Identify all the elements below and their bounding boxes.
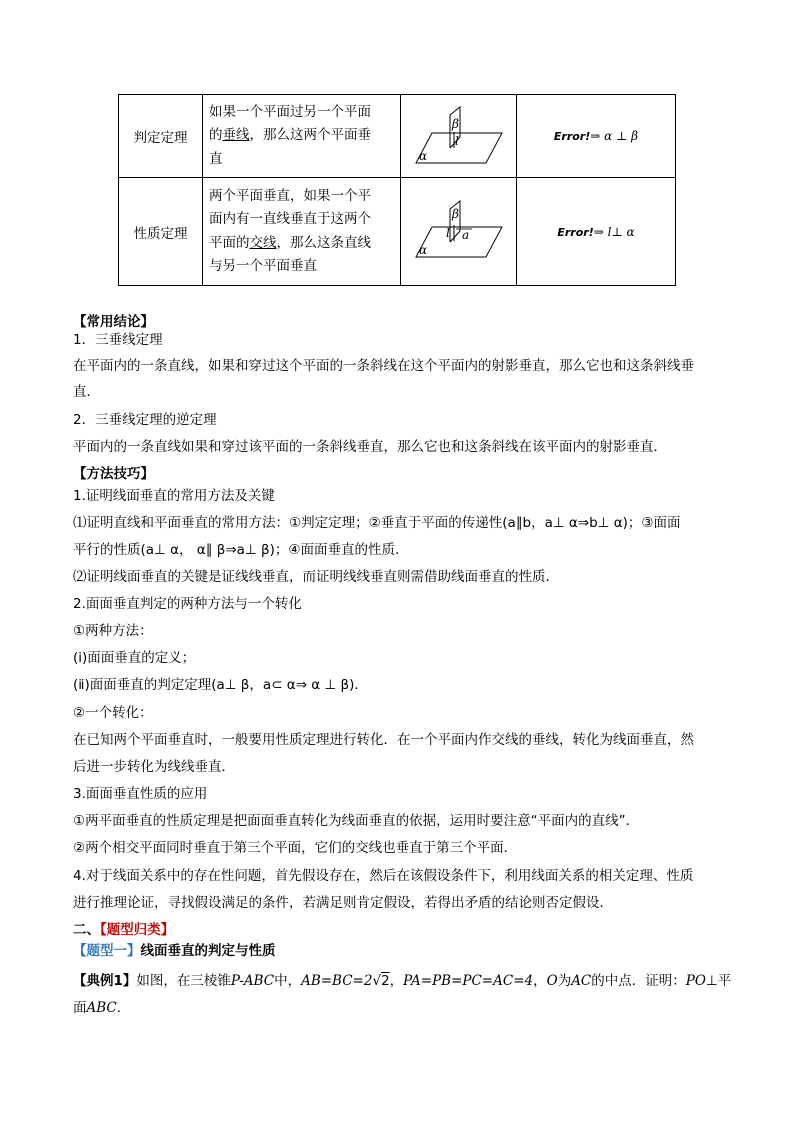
paragraph: ⑵证明线面垂直的关键是证线线垂直，而证明线线垂直则需借助线面垂直的性质． — [73, 569, 559, 585]
paragraph: 直． — [73, 384, 100, 400]
paragraph: 平行的性质(a⊥ α， α∥ β⇒a⊥ β)；④面面垂直的性质． — [73, 542, 409, 558]
table-row — [119, 95, 676, 178]
method-tips-heading: 【方法技巧】 — [73, 466, 154, 482]
svg-text:β: β — [451, 117, 459, 131]
theorem-name: 判定定理 — [119, 95, 203, 178]
theorem-formula: Error!⇒ α ⊥ β — [517, 95, 676, 178]
theorem-name: 性质定理 — [119, 178, 203, 286]
section-heading: 二、【题型归类】 — [73, 922, 175, 938]
paragraph: 平面内的一条直线如果和穿过该平面的一条斜线垂直，那么它也和这条斜线在该平面内的射影垂直． — [73, 439, 667, 455]
question-type-heading: 【题型一】线面垂直的判定与性质 — [73, 943, 276, 959]
paragraph: 2．三垂线定理的逆定理 — [73, 412, 217, 428]
paragraph: 进行推理论证，寻找假设满足的条件，若满足则肯定假设，若得出矛盾的结论则否定假设． — [73, 895, 613, 911]
example-problem-cont: 面ABC. — [73, 1000, 122, 1016]
paragraph: 3.面面垂直性质的应用 — [73, 786, 208, 802]
svg-text:α: α — [418, 242, 427, 257]
paragraph: 4.对于线面关系中的存在性问题，首先假设存在，然后在该假设条件下，利用线面关系的相关定理、性质 — [73, 868, 694, 884]
paragraph: ①两种方法： — [73, 623, 153, 639]
example-problem: 【典例1】如图，在三棱锥P-ABC中，AB=BC=2√2，PA=PB=PC=AC=4，O为AC的中点．证明：PO⊥平 — [73, 973, 732, 989]
perpendicular-planes-figure — [414, 195, 504, 265]
svg-text:l: l — [445, 225, 450, 240]
common-conclusions-heading: 【常用结论】 — [73, 314, 154, 330]
paragraph: ⑴证明直线和平面垂直的常用方法：①判定定理；②垂直于平面的传递性(a∥b，a⊥ α⇒b⊥ α)；③面面 — [73, 515, 681, 531]
svg-text:α: α — [418, 149, 427, 163]
theorem-description: 如果一个平面过另一个平面 的垂线，那么这两个平面垂 直 — [203, 95, 401, 178]
paragraph: 在已知两个平面垂直时，一般要用性质定理进行转化．在一个平面内作交线的垂线，转化为线面垂直，然 — [73, 732, 694, 748]
paragraph: 1．三垂线定理 — [73, 332, 163, 348]
paragraph: (ⅰ)面面垂直的定义； — [73, 650, 196, 666]
theorem-figure — [401, 95, 517, 178]
paragraph: ①两平面垂直的性质定理是把面面垂直转化为线面垂直的依据，运用时要注意“平面内的直线”． — [73, 813, 640, 829]
svg-text:a: a — [461, 227, 469, 242]
paragraph: ②两个相交平面同时垂直于第三个平面，它们的交线也垂直于第三个平面． — [73, 840, 518, 856]
theorem-formula: Error!⇒ l⊥ α — [517, 178, 676, 286]
paragraph: ②一个转化： — [73, 705, 153, 721]
table-row — [119, 178, 676, 286]
paragraph: 1.证明线面垂直的常用方法及关键 — [73, 488, 275, 504]
paragraph: 后进一步转化为线线垂直． — [73, 759, 235, 775]
paragraph: (ⅱ)面面垂直的判定定理(a⊥ β，a⊂ α⇒ α ⊥ β)． — [73, 677, 368, 693]
theorem-table — [118, 94, 676, 286]
svg-text:β: β — [451, 206, 459, 221]
svg-text:l: l — [454, 134, 459, 148]
paragraph: 在平面内的一条直线，如果和穿过这个平面的一条斜线在这个平面内的射影垂直，那么它也和这条斜线垂 — [73, 358, 694, 374]
theorem-description: 两个平面垂直，如果一个平 面内有一直线垂直于这两个 平面的交线，那么这条直线 与另一个平面垂直 — [203, 178, 401, 286]
paragraph: 2.面面垂直判定的两种方法与一个转化 — [73, 596, 302, 612]
perpendicular-planes-figure — [414, 101, 504, 167]
theorem-figure — [401, 178, 517, 286]
